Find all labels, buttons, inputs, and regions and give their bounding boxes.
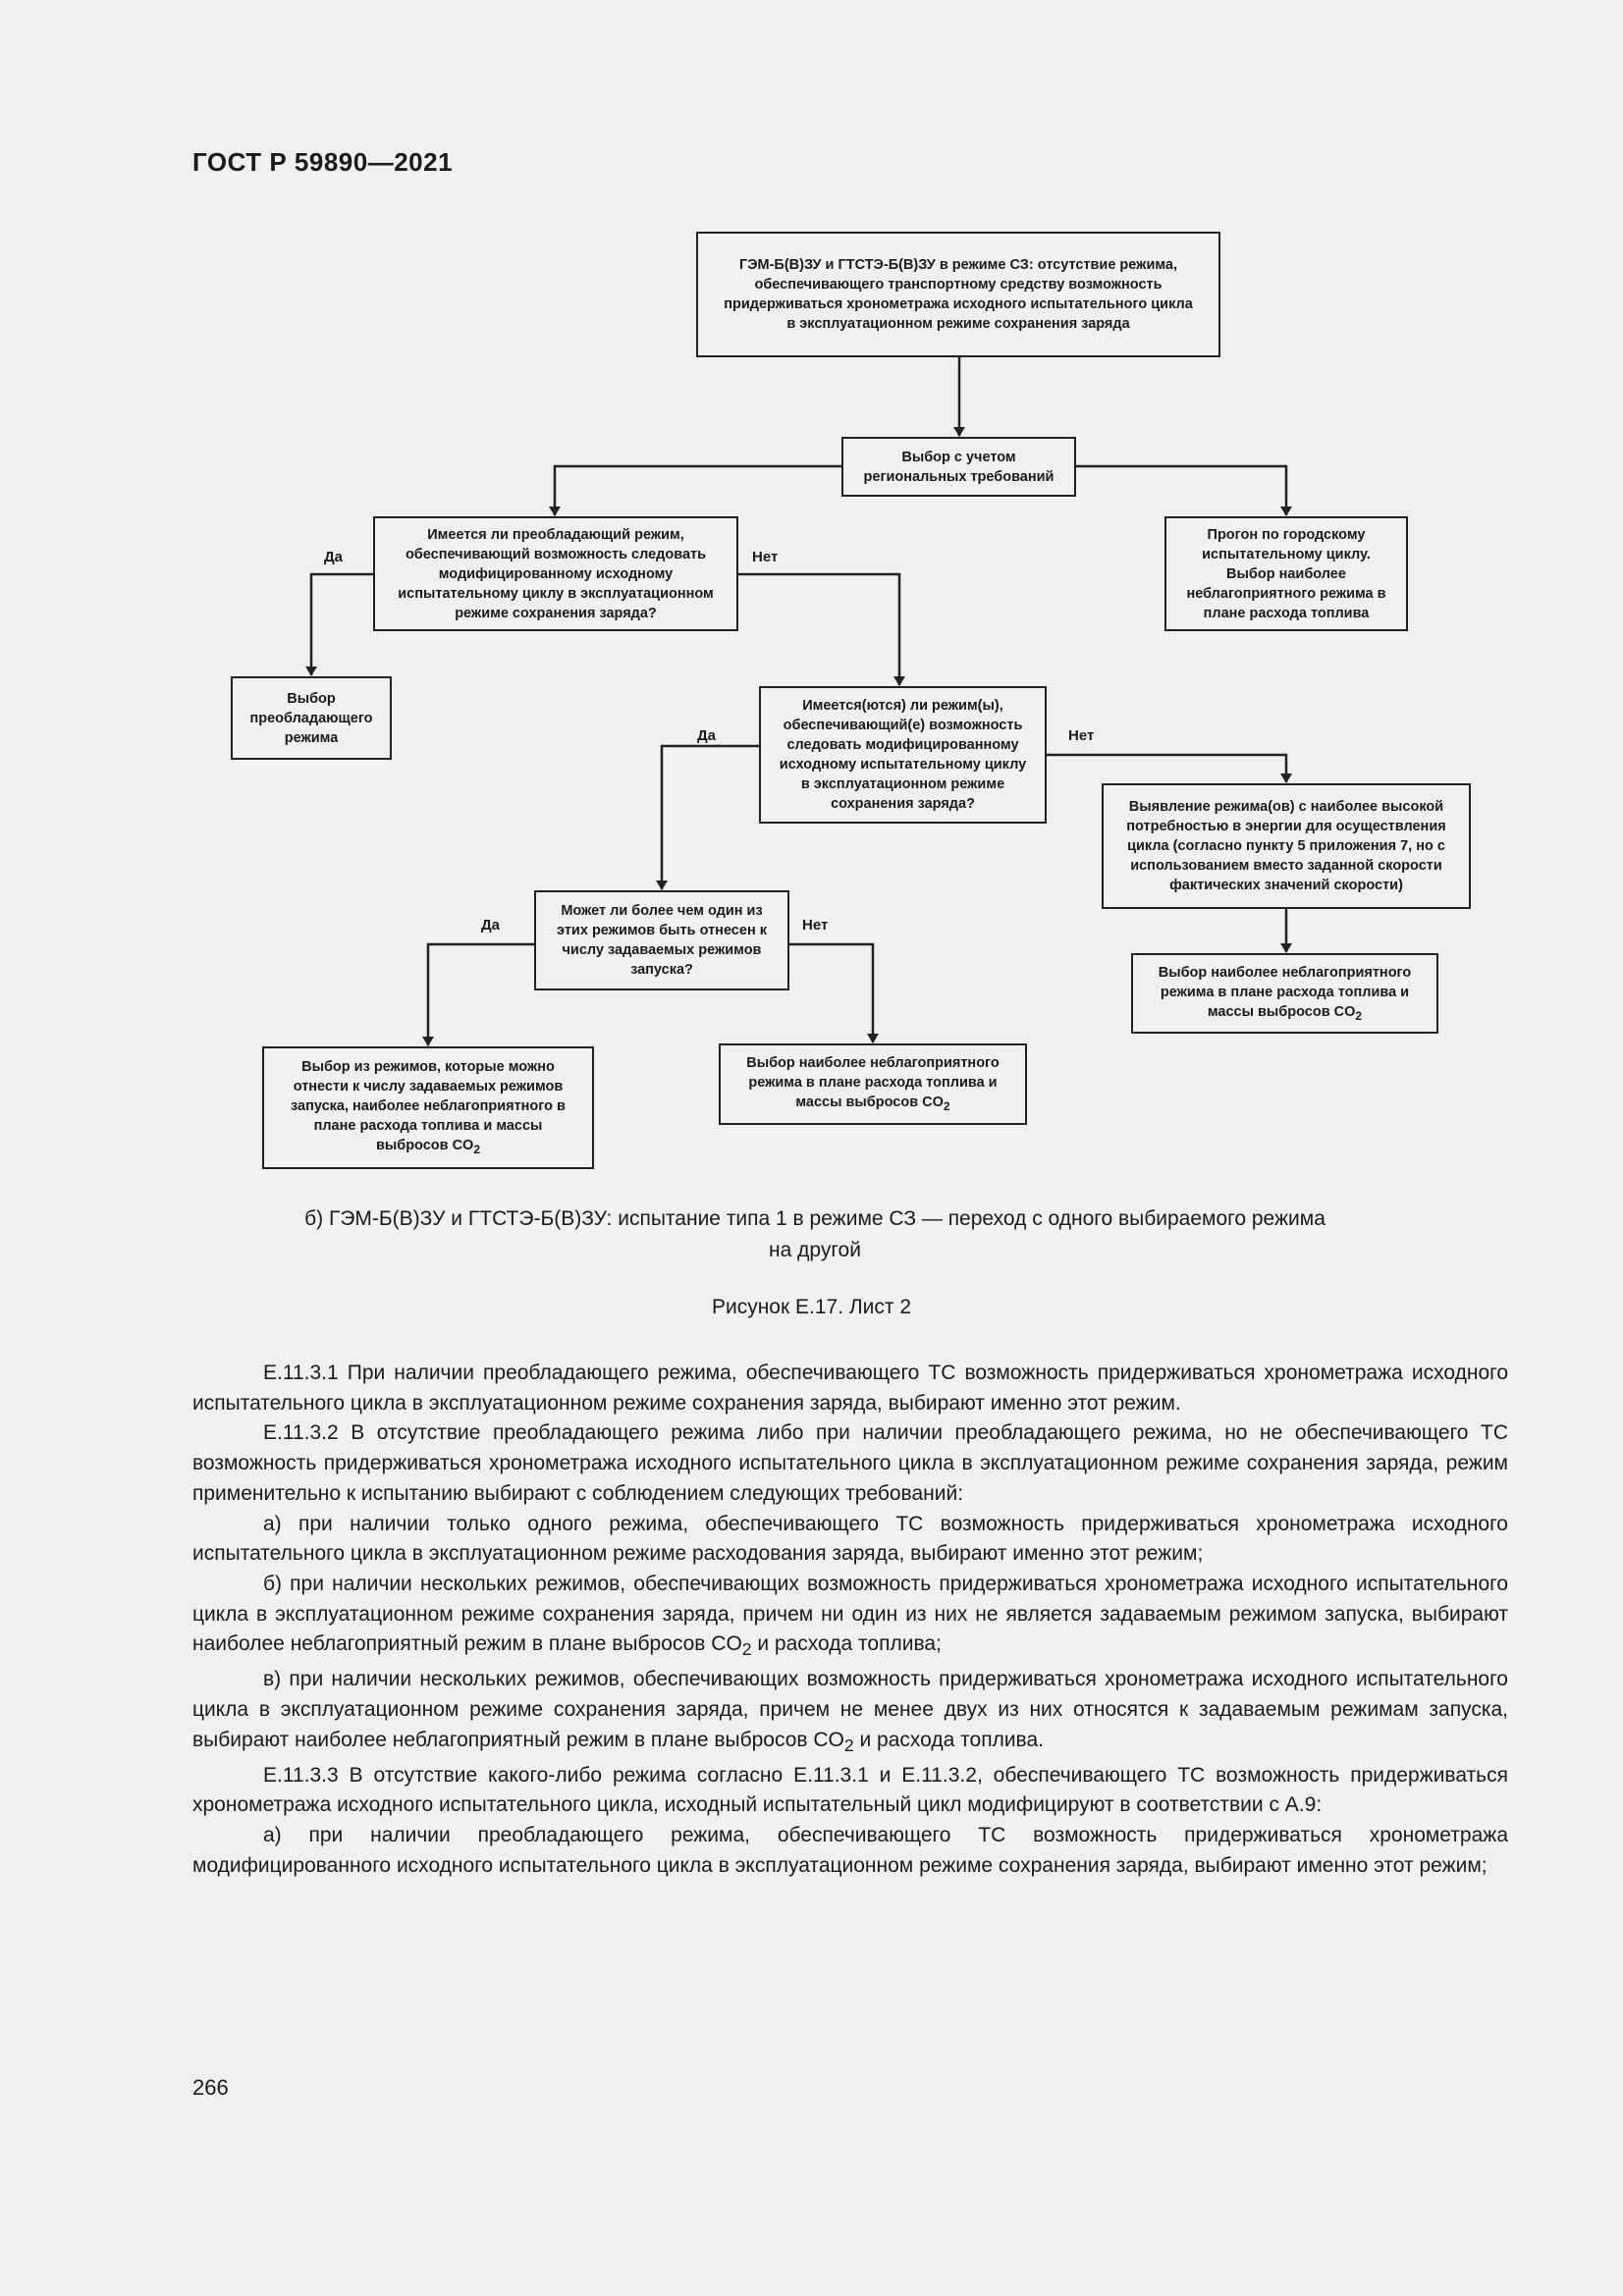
connector-regional-to-urban bbox=[1076, 466, 1286, 515]
modes-question-box: Имеется(ются) ли режим(ы), обеспечивающий(е) возможность следовать модифицированному исходному испытательному циклу в эксплуатационном режиме сохранения заряда? bbox=[759, 686, 1047, 824]
connector-q2-yes bbox=[662, 746, 759, 889]
figure-title: Рисунок Е.17. Лист 2 bbox=[711, 1296, 912, 1318]
urban-cycle-box: Прогон по городскому испытательному циклу. Выбор наиболее неблагоприятного режима в плане расхода топлива bbox=[1164, 516, 1408, 631]
worst-launch-mode-box bbox=[262, 1046, 594, 1169]
worst-mode-right-box bbox=[1131, 953, 1438, 1034]
document-header: ГОСТ Р 59890—2021 bbox=[192, 147, 454, 177]
co2-subscript: 2 bbox=[741, 1639, 752, 1660]
regional-requirements-box: Выбор с учетом региональных требований bbox=[841, 437, 1076, 497]
predominant-mode-question-box: Имеется ли преобладающий режим, обеспечивающий возможность следовать модифицированному исходному испытательному циклу в эксплуатационном режиме сохранения заряда? bbox=[373, 516, 738, 631]
connector-q3-yes bbox=[428, 944, 534, 1045]
list-item-c: в) при наличии нескольких режимов, обеспечивающих возможность придерживаться хронометража исходного испытательного цикла в эксплуатационном режиме сохранения заряда, причем не менее двух из них относятся к задаваемым режимам запуска, выбирают наиболее неблагоприятный режим в плане выбросов $CO_2$ и расхода топлива. bbox=[192, 1668, 1508, 1755]
connector-q3-no bbox=[789, 944, 873, 1042]
body-text bbox=[192, 1359, 1508, 1881]
paragraph-e-11-3-1: Е.11.3.1 При наличии преобладающего режима, обеспечивающего ТС возможность придерживаться хронометража исходного испытательного цикла в эксплуатационном режиме сохранения заряда, выбирают именно этот режим. bbox=[192, 1362, 1508, 1415]
connector-q1-yes bbox=[311, 574, 373, 675]
co2-subscript: 2 bbox=[473, 1143, 481, 1157]
caption-line-2: на другой bbox=[769, 1238, 861, 1261]
co2-subscript: 2 bbox=[943, 1099, 950, 1114]
worst-mode-middle-text: Выбор наиболее неблагоприятного режима в плане расхода топлива и массы выбросов CO bbox=[746, 1055, 1000, 1111]
yes-label: Да bbox=[324, 549, 344, 565]
no-label: Нет bbox=[1068, 727, 1095, 744]
connector-q1-no bbox=[738, 574, 899, 685]
connector-q2-no bbox=[1046, 755, 1286, 782]
paragraph-e-11-3-3: Е.11.3.3 В отсутствие какого-либо режима согласно Е.11.3.1 и Е.11.3.2, обеспечивающего ТС возможность придерживаться хронометража исходного испытательного цикла, исходный испытательный цикл модифицируют в соответствии с А.9: bbox=[192, 1763, 1508, 1817]
list-item-b: б) при наличии нескольких режимов, обеспечивающих возможность придерживаться хронометража исходного испытательного цикла в эксплуатационном режиме сохранения заряда, причем ни один из них не является задаваемым режимом запуска, выбирают наиболее неблагоприятный режим в плане выбросов $CO_2$ и расхода топлива; bbox=[192, 1572, 1508, 1660]
paragraph-e-11-3-2: Е.11.3.2 В отсутствие преобладающего режима либо при наличии преобладающего режима, но не обеспечивающего ТС возможность придерживаться хронометража исходного испытательного цикла в эксплуатационном режиме сохранения заряда, режим применительно к испытанию выбирают с соблюдением следующих требований: bbox=[192, 1421, 1508, 1505]
start-box: ГЭМ-Б(В)ЗУ и ГТСТЭ-Б(В)ЗУ в режиме СЗ: отсутствие режима, обеспечивающего транспортному средству возможность придерживаться хронометража исходного испытательного цикла в эксплуатационном режиме сохранения заряда bbox=[696, 232, 1220, 357]
connector-regional-to-q1 bbox=[555, 466, 841, 515]
no-label: Нет bbox=[802, 917, 829, 934]
no-label: Нет bbox=[752, 549, 779, 565]
list-item-a-modified: а) при наличии преобладающего режима, обеспечивающего ТС возможность придерживаться хронометража модифицированного исходного испытательного цикла в эксплуатационном режиме сохранения заряда, выбирают именно этот режим; bbox=[192, 1823, 1508, 1877]
worst-mode-middle-box bbox=[719, 1043, 1027, 1125]
co2-subscript: 2 bbox=[1355, 1008, 1363, 1023]
energy-demand-box: Выявление режима(ов) с наиболее высокой потребностью в энергии для осуществления цикла (согласно пункту 5 приложения 7, но с использованием вместо заданной скорости фактических значений скорости) bbox=[1102, 783, 1471, 909]
yes-label: Да bbox=[481, 917, 501, 934]
caption-line-1: б) ГЭМ-Б(В)ЗУ и ГТСТЭ-Б(В)ЗУ: испытание типа 1 в режиме СЗ — переход с одного выбираемого режима bbox=[304, 1207, 1325, 1230]
figure-caption bbox=[226, 1203, 1404, 1265]
page-number: 266 bbox=[192, 2075, 229, 2100]
yes-label: Да bbox=[697, 727, 717, 744]
worst-mode-right-text: Выбор наиболее неблагоприятного режима в плане расхода топлива и массы выбросов CO bbox=[1158, 964, 1412, 1020]
co2-subscript: 2 bbox=[843, 1735, 854, 1755]
launch-modes-question-box: Может ли более чем один из этих режимов быть отнесен к числу задаваемых режимов запуска? bbox=[534, 890, 789, 990]
predominant-mode-select-box: Выбор преобладающего режима bbox=[231, 676, 392, 760]
worst-launch-mode-text: Выбор из режимов, которые можно отнести к числу задаваемых режимов запуска, наиболее неблагоприятного в плане расхода топлива и массы выбросов CO bbox=[291, 1059, 566, 1154]
list-item-a: а) при наличии только одного режима, обеспечивающего ТС возможность придерживаться хронометража исходного испытательного цикла в эксплуатационном режиме расходования заряда, выбирают именно этот режим; bbox=[192, 1512, 1508, 1566]
